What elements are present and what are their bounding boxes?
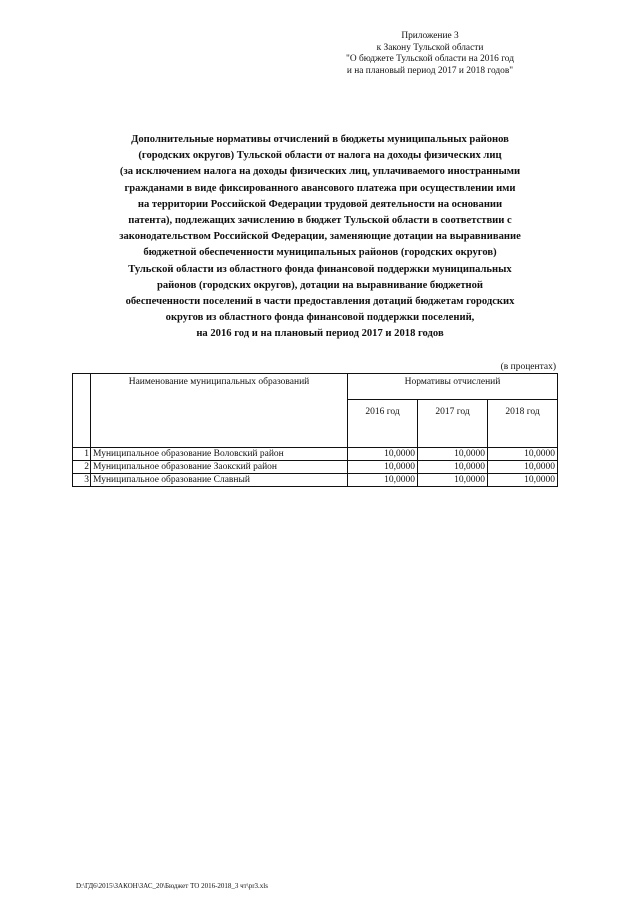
appendix-line: и на плановый период 2017 и 2018 годов" bbox=[346, 65, 514, 76]
appendix-line: "О бюджете Тульской области на 2016 год bbox=[346, 54, 514, 64]
row-index: 1 bbox=[73, 448, 91, 461]
row-value-2017: 10,0000 bbox=[418, 461, 488, 474]
header-year-cell: 2016 год bbox=[348, 400, 418, 448]
row-value-2018: 10,0000 bbox=[488, 474, 558, 487]
file-path-footer: D:\ГД6\2015\ЗАКОН\ЗАС_20\Бюджет ТО 2016-2018_3 чт\pr3.xls bbox=[76, 882, 268, 890]
header-name-cell: Наименование муниципальных образований bbox=[91, 374, 348, 448]
appendix-line: к Закону Тульской области bbox=[376, 42, 484, 53]
header-year-cell: 2017 год bbox=[418, 400, 488, 448]
row-value-2016: 10,0000 bbox=[348, 474, 418, 487]
row-name: Муниципальное образование Славный bbox=[91, 474, 348, 487]
row-value-2016: 10,0000 bbox=[348, 461, 418, 474]
title-line: патента), подлежащих зачислению в бюджет Тульской области в соответствии с bbox=[128, 215, 512, 227]
row-value-2016: 10,0000 bbox=[348, 448, 418, 461]
row-value-2017: 10,0000 bbox=[418, 448, 488, 461]
table-row bbox=[73, 448, 558, 461]
row-value-2018: 10,0000 bbox=[488, 448, 558, 461]
appendix-line: Приложение 3 bbox=[401, 31, 459, 41]
row-value-2018: 10,0000 bbox=[488, 461, 558, 474]
table-row bbox=[73, 474, 558, 487]
row-value-2017: 10,0000 bbox=[418, 474, 488, 487]
title-line: гражданами в виде фиксированного авансового платежа при осуществлении ими bbox=[124, 182, 516, 194]
header-group-cell: Нормативы отчислений bbox=[348, 374, 558, 400]
table-row bbox=[73, 461, 558, 474]
title-line: округов из областного фонда финансовой поддержки поселений, bbox=[165, 312, 475, 324]
norms-table bbox=[72, 373, 558, 487]
header-year-cell: 2018 год bbox=[488, 400, 558, 448]
row-index: 2 bbox=[73, 461, 91, 474]
row-name: Муниципальное образование Воловский район bbox=[91, 448, 348, 461]
title-line: на 2016 год и на плановый период 2017 и 2018 годов bbox=[196, 328, 444, 340]
title-line: Дополнительные нормативы отчислений в бюджеты муниципальных районов bbox=[131, 134, 509, 145]
title-line: (за исключением налога на доходы физических лиц, уплачиваемого иностранными bbox=[119, 166, 521, 178]
row-index: 3 bbox=[73, 474, 91, 487]
row-name: Муниципальное образование Заокский район bbox=[91, 461, 348, 474]
title-line: Тульской области из областного фонда финансовой поддержки муниципальных bbox=[128, 263, 512, 275]
document-title bbox=[70, 132, 570, 343]
title-line: на территории Российской Федерации трудовой деятельности на основании bbox=[137, 198, 503, 210]
units-label: (в процентах) bbox=[500, 362, 556, 372]
title-line: (городских округов) Тульской области от налога на доходы физических лиц bbox=[138, 150, 502, 162]
title-line: районов (городских округов), дотации на выравнивание бюджетной bbox=[156, 279, 484, 291]
title-line: бюджетной обеспеченности муниципальных районов (городских округов) bbox=[143, 247, 497, 259]
table-header-row bbox=[73, 374, 558, 400]
title-line: обеспеченности поселений в части предоставления дотаций бюджетам городских bbox=[125, 296, 515, 308]
header-index-cell bbox=[73, 374, 91, 448]
title-line: законодательством Российской Федерации, заменяющие дотации на выравнивание bbox=[119, 231, 521, 243]
appendix-header bbox=[330, 31, 530, 77]
